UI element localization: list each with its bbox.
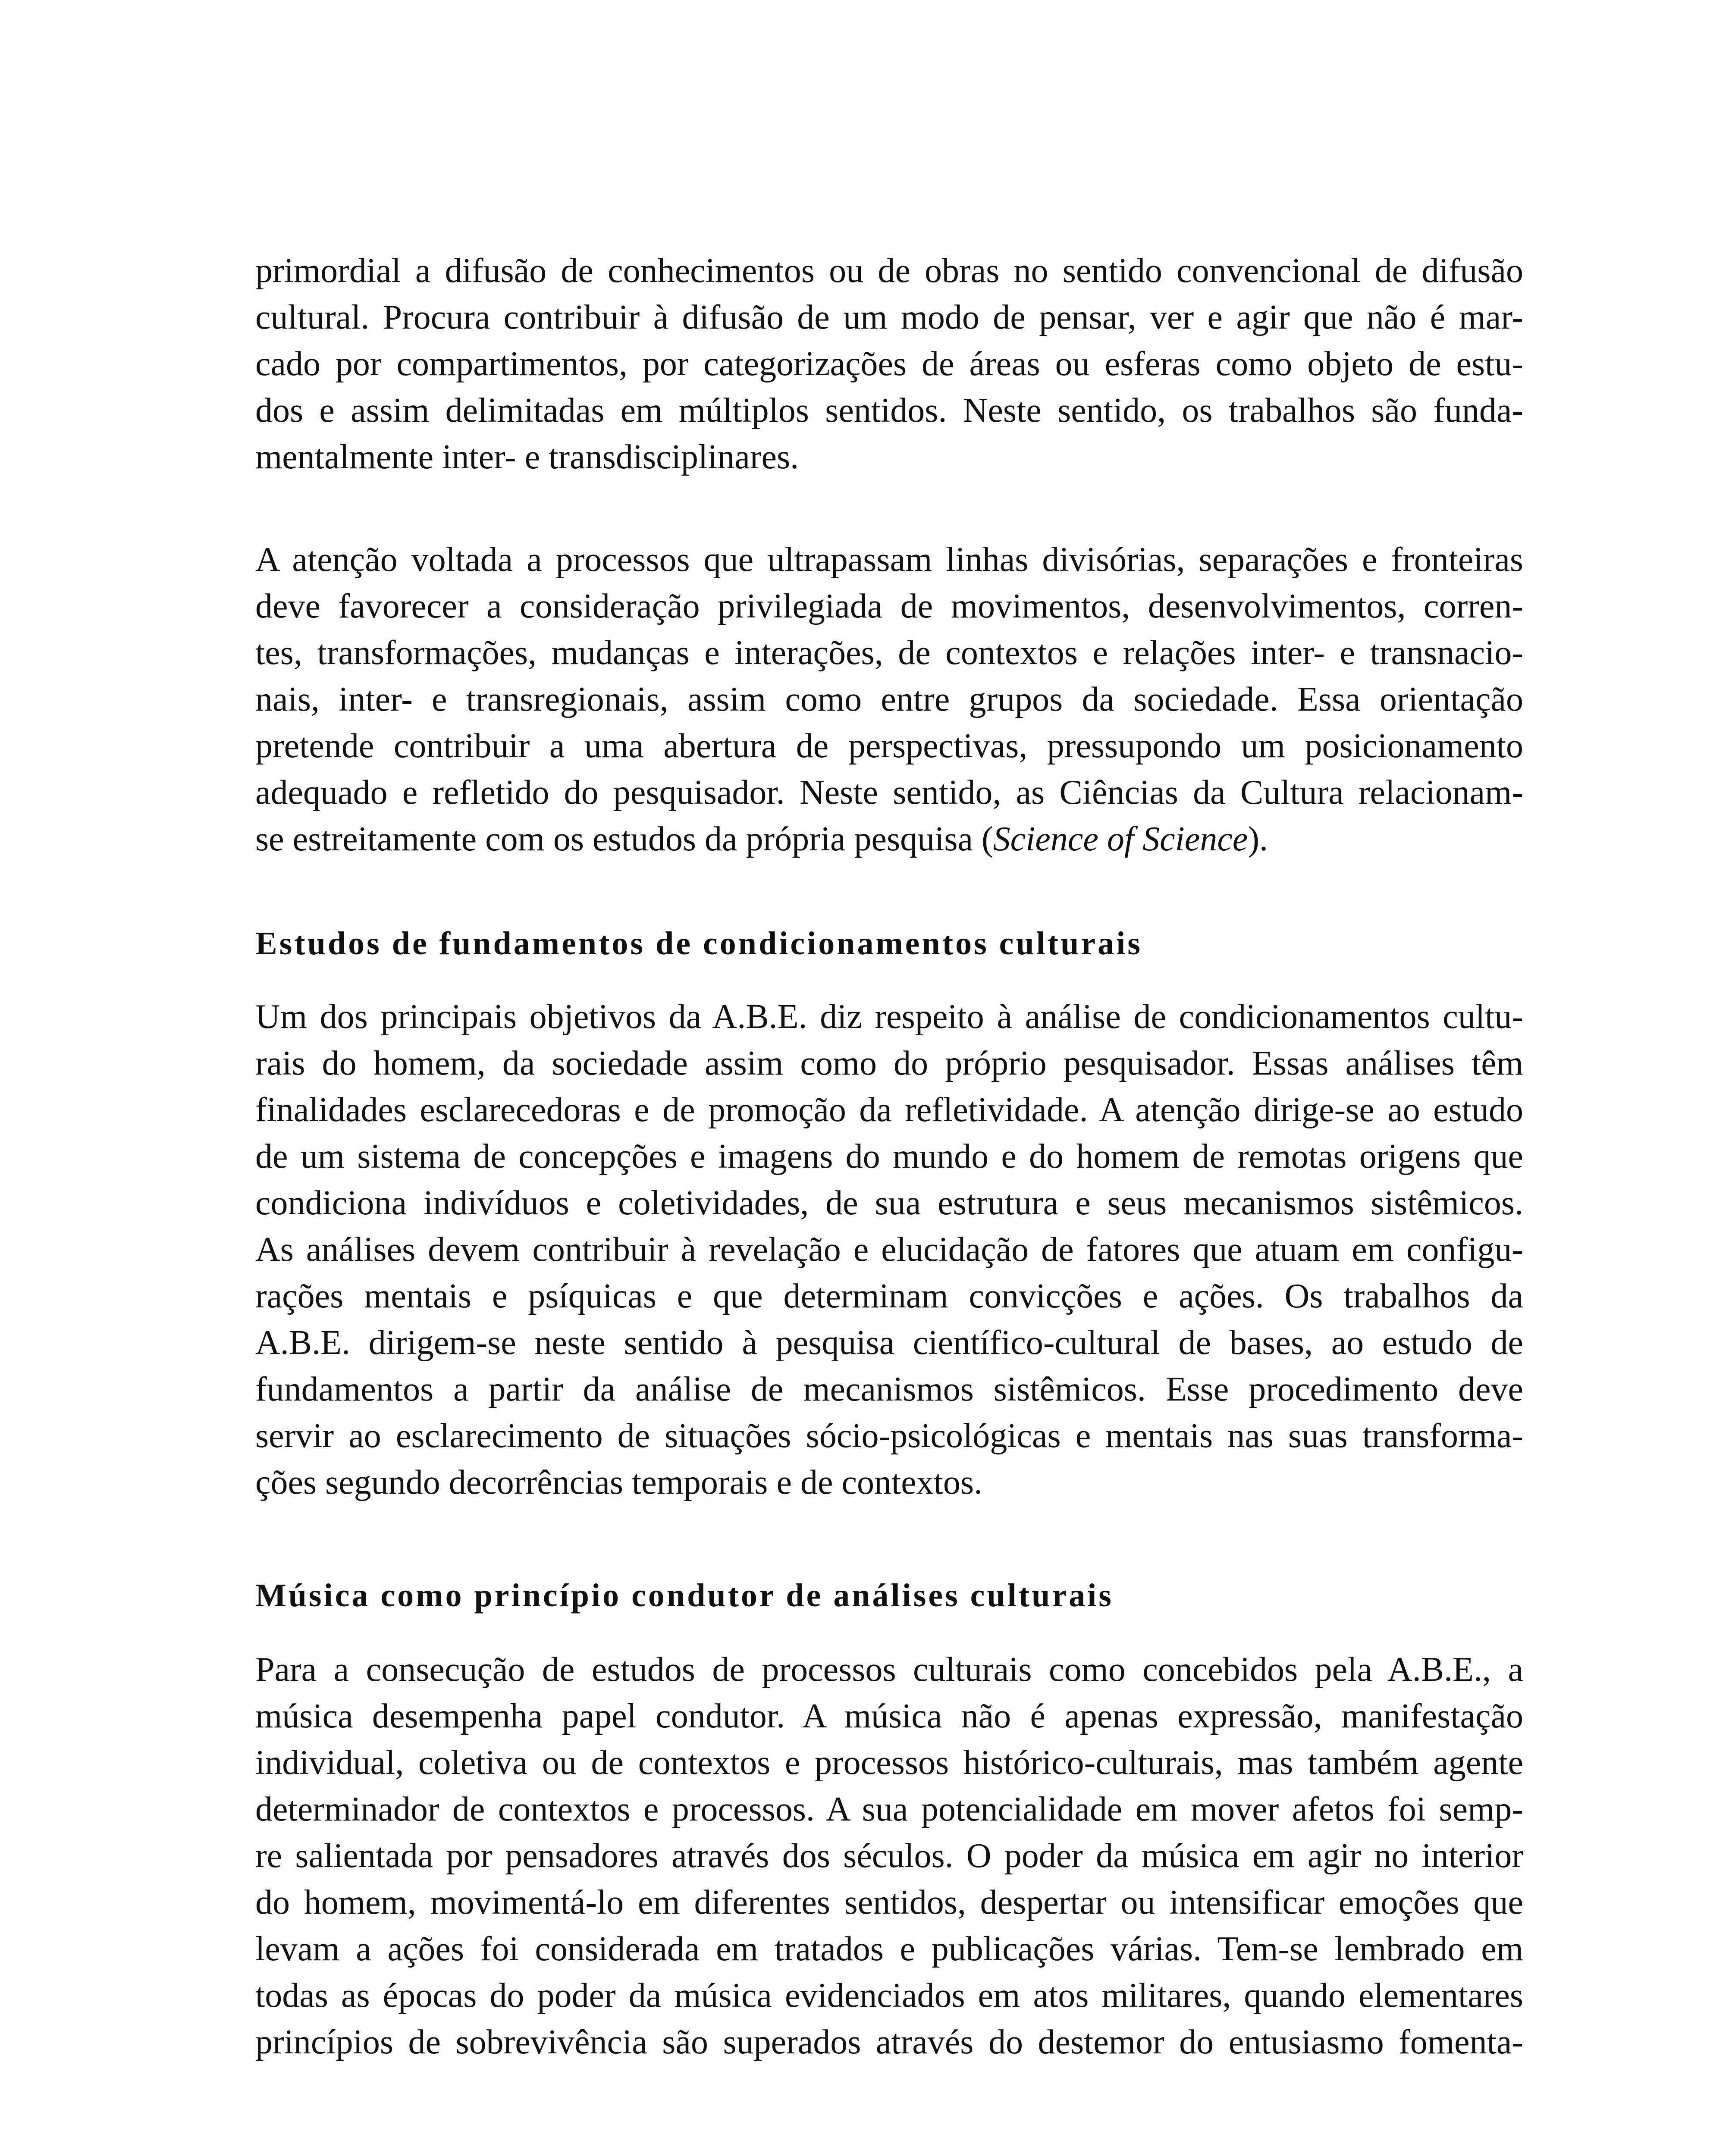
paragraph-line: rações mentais e psíquicas e que determinam convicções e ações. Os trabalhos da (255, 1277, 1523, 1315)
paragraph-line: mentalmente inter- e transdisciplinares. (255, 438, 799, 476)
italic-term: Science of Science (993, 820, 1248, 858)
paragraph-line: nais, inter- e transregionais, assim como entre grupos da sociedade. Essa orientação (255, 680, 1523, 718)
paragraph-line: servir ao esclarecimento de situações sócio-psicológicas e mentais nas suas transforma- (255, 1417, 1523, 1455)
paragraph-line: todas as épocas do poder da música evidenciados em atos militares, quando elementares (255, 1977, 1523, 2015)
paragraph-line: Para a consecução de estudos de processos culturais como concebidos pela A.B.E., a (255, 1651, 1523, 1689)
paragraph-line: deve favorecer a consideração privilegiada de movimentos, desenvolvimentos, corren- (255, 587, 1523, 625)
paragraph-line: determinador de contextos e processos. A sua potencialidade em mover afetos foi semp- (255, 1790, 1523, 1828)
paragraph-line: As análises devem contribuir à revelação e elucidação de fatores que atuam em configu- (255, 1231, 1523, 1269)
paragraph-line: de um sistema de concepções e imagens do mundo e do homem de remotas origens que (255, 1138, 1523, 1175)
paragraph-line: primordial a difusão de conhecimentos ou de obras no sentido convencional de difusão (255, 252, 1523, 290)
paragraph-continuation (255, 248, 1523, 480)
paragraph-interdisciplinary (255, 536, 1523, 862)
paragraph-line: Um dos principais objetivos da A.B.E. diz respeito à análise de condicionamentos cultu- (255, 998, 1523, 1036)
paragraph-line: levam a ações foi considerada em tratados e publicações várias. Tem-se lembrado em (255, 1930, 1523, 1968)
paragraph-line: individual, coletiva ou de contextos e processos histórico-culturais, mas também agente (255, 1744, 1523, 1782)
paragraph-line: A.B.E. dirigem-se neste sentido à pesquisa científico-cultural de bases, ao estudo de (255, 1324, 1523, 1362)
paragraph-music-principle (255, 1646, 1523, 2065)
paragraph-cultural-conditioning (255, 993, 1523, 1506)
paragraph-line: música desempenha papel condutor. A música não é apenas expressão, manifestação (255, 1697, 1523, 1735)
paragraph-line: rais do homem, da sociedade assim como do próprio pesquisador. Essas análises têm (255, 1044, 1523, 1082)
paragraph-line: tes, transformações, mudanças e interações, de contextos e relações inter- e transnacio- (255, 634, 1523, 672)
paragraph-line: A atenção voltada a processos que ultrapassam linhas divisórias, separações e fronteiras (255, 541, 1523, 579)
paragraph-line: pretende contribuir a uma abertura de perspectivas, pressupondo um posicionamento (255, 727, 1523, 765)
paragraph-line: re salientada por pensadores através dos séculos. O poder da música em agir no interior (255, 1837, 1523, 1875)
paragraph-line: ções segundo decorrências temporais e de contextos. (255, 1463, 983, 1501)
paragraph-line: cultural. Procura contribuir à difusão de um modo de pensar, ver e agir que não é mar- (255, 298, 1523, 336)
paragraph-line: princípios de sobrevivência são superados através do destemor do entusiasmo fomenta- (255, 2023, 1523, 2061)
section-heading: Música como princípio condutor de análises culturais (255, 1577, 1114, 1614)
paragraph-line: fundamentos a partir da análise de mecanismos sistêmicos. Esse procedimento deve (255, 1370, 1523, 1408)
paragraph-line: cado por compartimentos, por categorizações de áreas ou esferas como objeto de estu- (255, 345, 1523, 383)
paragraph-line: dos e assim delimitadas em múltiplos sentidos. Neste sentido, os trabalhos são funda- (255, 392, 1523, 429)
paragraph-line: do homem, movimentá-lo em diferentes sentidos, despertar ou intensificar emoções que (255, 1883, 1523, 1921)
paragraph-line (255, 816, 1523, 862)
paragraph-line: condiciona indivíduos e coletividades, de sua estrutura e seus mecanismos sistêmicos. (255, 1184, 1523, 1222)
section-heading: Estudos de fundamentos de condicionamentos culturais (255, 925, 1142, 962)
line-text: se estreitamente com os estudos da própria pesquisa ( (255, 820, 993, 858)
paragraph-line: finalidades esclarecedoras e de promoção da refletividade. A atenção dirige-se ao estudo (255, 1091, 1523, 1129)
line-text: ). (1248, 820, 1268, 858)
paragraph-line: adequado e refletido do pesquisador. Neste sentido, as Ciências da Cultura relacionam- (255, 774, 1523, 812)
